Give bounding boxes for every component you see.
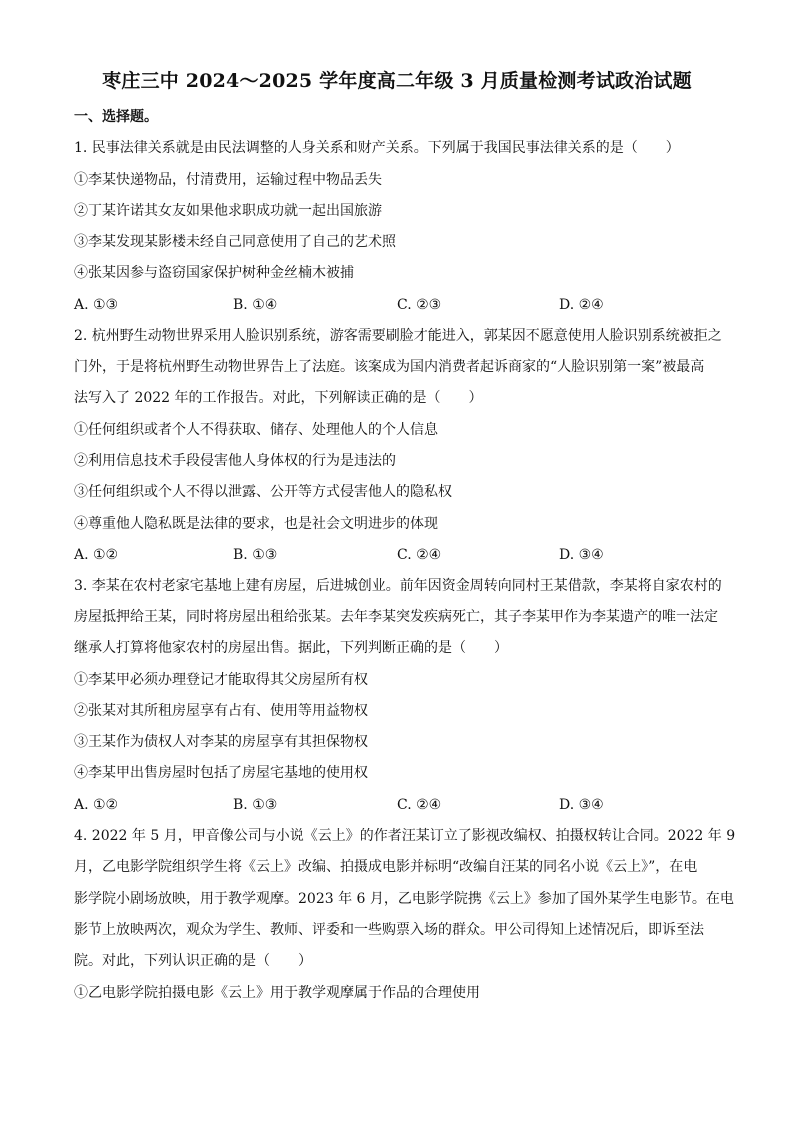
q3-option-b[interactable]: B. ①③	[233, 797, 278, 813]
q3-stem-line-1: 3. 李某在农村老家宅基地上建有房屋，后进城创业。前年因资金周转向同村王某借款，李某将自家农村的	[74, 578, 722, 594]
q3-option-c[interactable]: C. ②④	[397, 797, 442, 813]
q1-options	[74, 295, 724, 315]
q4-stem-line-4: 影节上放映两次，观众为学生、教师、评委和一些购票入场的群众。甲公司得知上述情况后，即诉至法	[74, 922, 704, 938]
q2-item-4: ④尊重他人隐私既是法律的要求，也是社会文明进步的体现	[74, 516, 438, 532]
q1-stem: 1. 民事法律关系就是由民法调整的人身关系和财产关系。下列属于我国民事法律关系的是（ ）	[74, 140, 680, 156]
q1-option-b[interactable]: B. ①④	[233, 297, 278, 313]
q4-stem-line-2: 月，乙电影学院组织学生将《云上》改编、拍摄成电影并标明“改编自汪某的同名小说《云上》”，在电	[74, 859, 698, 875]
q1-item-1: ①李某快递物品，付清费用，运输过程中物品丢失	[74, 172, 382, 188]
q3-item-2: ②张某对其所租房屋享有占有、使用等用益物权	[74, 703, 368, 719]
q3-options	[74, 795, 724, 815]
q2-options	[74, 545, 724, 565]
q1-item-2: ②丁某许诺其女友如果他求职成功就一起出国旅游	[74, 203, 382, 219]
section-heading: 一、选择题。	[74, 109, 158, 125]
q1-item-4: ④张某因参与盗窃国家保护树种金丝楠木被捕	[74, 265, 354, 281]
q3-item-3: ③王某作为债权人对李某的房屋享有其担保物权	[74, 734, 368, 750]
q2-option-b[interactable]: B. ①③	[233, 547, 278, 563]
q2-stem-line-1: 2. 杭州野生动物世界采用人脸识别系统，游客需要刷脸才能进入，郭某因不愿意使用人脸识别系统被拒之	[74, 328, 722, 344]
q3-stem-line-2: 房屋抵押给王某，同时将房屋出租给张某。去年李某突发疾病死亡，其子李某甲作为李某遗产的唯一法定	[74, 609, 718, 625]
q4-stem-line-5: 院。对此，下列认识正确的是（ ）	[74, 953, 312, 969]
q3-item-1: ①李某甲必须办理登记才能取得其父房屋所有权	[74, 672, 368, 688]
q2-item-1: ①任何组织或者个人不得获取、储存、处理他人的个人信息	[74, 422, 438, 438]
q3-option-d[interactable]: D. ③④	[559, 797, 604, 813]
q1-item-3: ③李某发现某影楼未经自己同意使用了自己的艺术照	[74, 234, 396, 250]
page-title: 枣庄三中 2024～2025 学年度高二年级 3 月质量检测考试政治试题	[102, 70, 692, 92]
q2-option-a[interactable]: A. ①②	[74, 547, 119, 563]
q3-stem-line-3: 继承人打算将他家农村的房屋出售。据此，下列判断正确的是（ ）	[74, 640, 508, 656]
q1-option-a[interactable]: A. ①③	[74, 297, 119, 313]
q2-option-c[interactable]: C. ②④	[397, 547, 442, 563]
q4-item-1: ①乙电影学院拍摄电影《云上》用于教学观摩属于作品的合理使用	[74, 985, 480, 1001]
q1-option-c[interactable]: C. ②③	[397, 297, 442, 313]
q2-item-2: ②利用信息技术手段侵害他人身体权的行为是违法的	[74, 453, 396, 469]
q3-option-a[interactable]: A. ①②	[74, 797, 119, 813]
q2-stem-line-3: 法写入了 2022 年的工作报告。对此，下列解读正确的是（ ）	[74, 390, 483, 406]
q4-stem-line-3: 影学院小剧场放映，用于教学观摩。2023 年 6 月，乙电影学院携《云上》参加了国外某学生电影节。在电	[74, 891, 734, 907]
q2-item-3: ③任何组织或个人不得以泄露、公开等方式侵害他人的隐私权	[74, 484, 452, 500]
q3-item-4: ④李某甲出售房屋时包括了房屋宅基地的使用权	[74, 765, 368, 781]
q2-stem-line-2: 门外，于是将杭州野生动物世界告上了法庭。该案成为国内消费者起诉商家的“人脸识别第一案”被最高	[74, 359, 705, 375]
q4-stem-line-1: 4. 2022 年 5 月，甲音像公司与小说《云上》的作者汪某订立了影视改编权、拍摄权转让合同。2022 年 9	[74, 828, 736, 844]
q2-option-d[interactable]: D. ③④	[559, 547, 604, 563]
q1-option-d[interactable]: D. ②④	[559, 297, 604, 313]
